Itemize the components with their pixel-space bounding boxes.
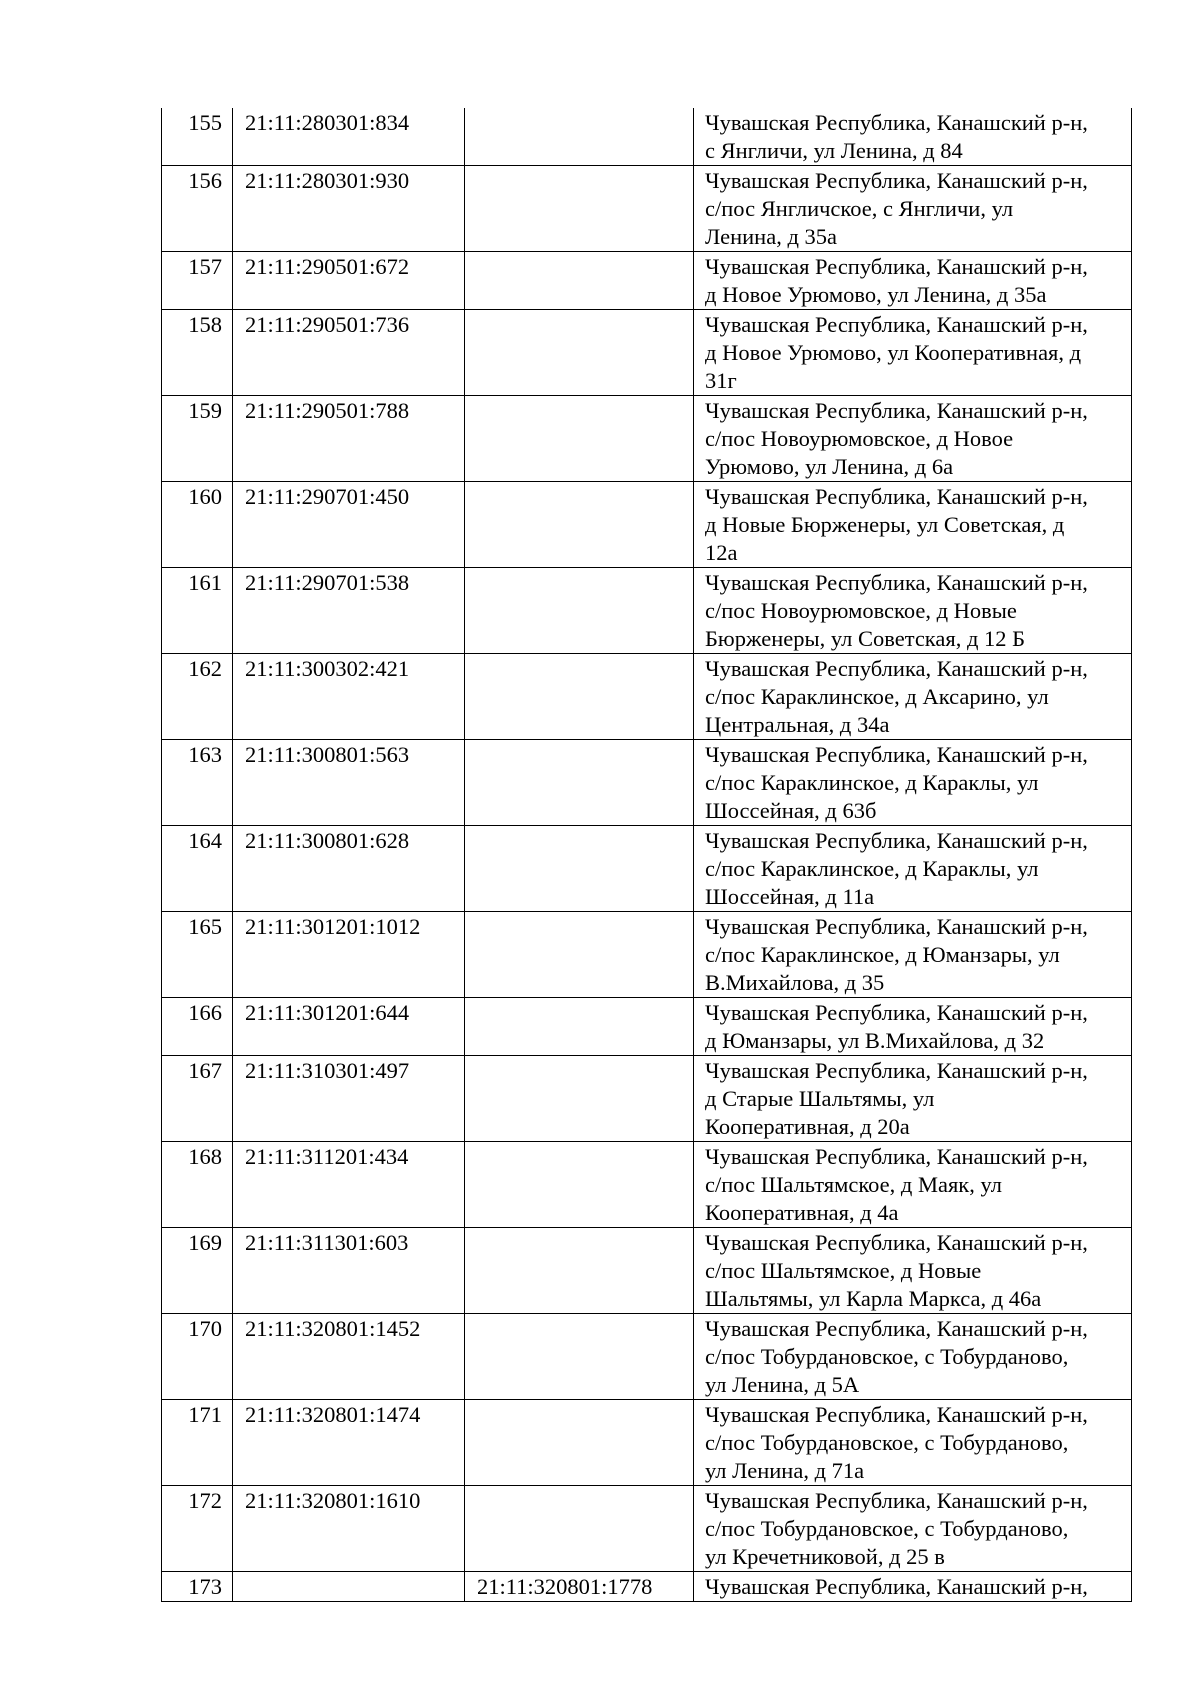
cadastral-number-cell: 21:11:280301:834 [233,108,465,166]
address-cell: Чувашская Республика, Канашский р-н, д Новое Урюмово, ул Кооперативная, д 31г [694,310,1132,396]
table-row [162,740,1132,826]
table-row [162,166,1132,252]
cadastral-number-cell [233,1572,465,1602]
cadastral-number-cell: 21:11:320801:1452 [233,1314,465,1400]
cadastral-number-cell: 21:11:320801:1474 [233,1400,465,1486]
related-cadastral-number-cell [465,826,694,912]
table-row [162,1056,1132,1142]
cadastral-number-cell: 21:11:290501:788 [233,396,465,482]
related-cadastral-number-cell [465,1400,694,1486]
address-cell: Чувашская Республика, Канашский р-н, с/пос Новоурюмовское, д Новые Бюрженеры, ул Советская, д 12 Б [694,568,1132,654]
related-cadastral-number-cell [465,568,694,654]
property-registry-table [161,108,1132,1602]
address-cell: Чувашская Республика, Канашский р-н, с/пос Тобурдановское, с Тобурданово, ул Ленина, д 71а [694,1400,1132,1486]
address-cell: Чувашская Республика, Канашский р-н, д Новые Бюрженеры, ул Советская, д 12а [694,482,1132,568]
related-cadastral-number-cell: 21:11:320801:1778 [465,1572,694,1602]
table-row [162,998,1132,1056]
related-cadastral-number-cell [465,1314,694,1400]
table-row [162,568,1132,654]
cadastral-number-cell: 21:11:300801:563 [233,740,465,826]
address-cell: Чувашская Республика, Канашский р-н, с/пос Шальтямское, д Маяк, ул Кооперативная, д 4а [694,1142,1132,1228]
related-cadastral-number-cell [465,396,694,482]
cadastral-number-cell: 21:11:311301:603 [233,1228,465,1314]
table-row [162,1142,1132,1228]
row-number: 158 [162,310,233,396]
related-cadastral-number-cell [465,108,694,166]
address-cell: Чувашская Республика, Канашский р-н, с/пос Янгличское, с Янгличи, ул Ленина, д 35а [694,166,1132,252]
row-number: 169 [162,1228,233,1314]
related-cadastral-number-cell [465,1486,694,1572]
address-cell: Чувашская Республика, Канашский р-н, с/пос Новоурюмовское, д Новое Урюмово, ул Ленина, д 6а [694,396,1132,482]
row-number: 165 [162,912,233,998]
address-cell: Чувашская Республика, Канашский р-н, с/пос Караклинское, д Караклы, ул Шоссейная, д 63б [694,740,1132,826]
related-cadastral-number-cell [465,1142,694,1228]
table-row [162,252,1132,310]
row-number: 155 [162,108,233,166]
cadastral-number-cell: 21:11:300801:628 [233,826,465,912]
cadastral-number-cell: 21:11:290501:736 [233,310,465,396]
row-number: 159 [162,396,233,482]
row-number: 156 [162,166,233,252]
cadastral-number-cell: 21:11:280301:930 [233,166,465,252]
table-row [162,1400,1132,1486]
cadastral-number-cell: 21:11:290501:672 [233,252,465,310]
address-cell: Чувашская Республика, Канашский р-н, д Старые Шальтямы, ул Кооперативная, д 20а [694,1056,1132,1142]
address-cell: Чувашская Республика, Канашский р-н, с/пос Караклинское, д Аксарино, ул Центральная, д 34а [694,654,1132,740]
table-row [162,310,1132,396]
address-cell: Чувашская Республика, Канашский р-н, с/пос Тобурдановское, с Тобурданово, ул Кречетниковой, д 25 в [694,1486,1132,1572]
address-cell: Чувашская Республика, Канашский р-н, д Новое Урюмово, ул Ленина, д 35а [694,252,1132,310]
cadastral-number-cell: 21:11:301201:644 [233,998,465,1056]
cadastral-number-cell: 21:11:290701:450 [233,482,465,568]
table-row [162,1486,1132,1572]
row-number: 163 [162,740,233,826]
related-cadastral-number-cell [465,654,694,740]
table-row [162,826,1132,912]
related-cadastral-number-cell [465,998,694,1056]
related-cadastral-number-cell [465,166,694,252]
row-number: 168 [162,1142,233,1228]
row-number: 171 [162,1400,233,1486]
related-cadastral-number-cell [465,912,694,998]
table-row [162,108,1132,166]
row-number: 170 [162,1314,233,1400]
cadastral-number-cell: 21:11:310301:497 [233,1056,465,1142]
row-number: 167 [162,1056,233,1142]
cadastral-number-cell: 21:11:301201:1012 [233,912,465,998]
row-number: 164 [162,826,233,912]
related-cadastral-number-cell [465,740,694,826]
cadastral-number-cell: 21:11:311201:434 [233,1142,465,1228]
address-cell: Чувашская Республика, Канашский р-н, [694,1572,1132,1602]
table-row [162,1314,1132,1400]
related-cadastral-number-cell [465,252,694,310]
address-cell: Чувашская Республика, Канашский р-н, с/пос Тобурдановское, с Тобурданово, ул Ленина, д 5А [694,1314,1132,1400]
row-number: 161 [162,568,233,654]
related-cadastral-number-cell [465,1056,694,1142]
related-cadastral-number-cell [465,1228,694,1314]
table-row [162,1572,1132,1602]
table-row [162,654,1132,740]
table-row [162,396,1132,482]
row-number: 157 [162,252,233,310]
table-row [162,482,1132,568]
table-row [162,1228,1132,1314]
related-cadastral-number-cell [465,482,694,568]
address-cell: Чувашская Республика, Канашский р-н, с/пос Шальтямское, д Новые Шальтямы, ул Карла Маркса, д 46а [694,1228,1132,1314]
address-cell: Чувашская Республика, Канашский р-н, с/пос Караклинское, д Юманзары, ул В.Михайлова, д 35 [694,912,1132,998]
row-number: 173 [162,1572,233,1602]
cadastral-number-cell: 21:11:300302:421 [233,654,465,740]
row-number: 162 [162,654,233,740]
address-cell: Чувашская Республика, Канашский р-н, д Юманзары, ул В.Михайлова, д 32 [694,998,1132,1056]
row-number: 172 [162,1486,233,1572]
related-cadastral-number-cell [465,310,694,396]
row-number: 166 [162,998,233,1056]
cadastral-number-cell: 21:11:320801:1610 [233,1486,465,1572]
cadastral-number-cell: 21:11:290701:538 [233,568,465,654]
table-row [162,912,1132,998]
row-number: 160 [162,482,233,568]
address-cell: Чувашская Республика, Канашский р-н, с/пос Караклинское, д Караклы, ул Шоссейная, д 11а [694,826,1132,912]
address-cell: Чувашская Республика, Канашский р-н, с Янгличи, ул Ленина, д 84 [694,108,1132,166]
